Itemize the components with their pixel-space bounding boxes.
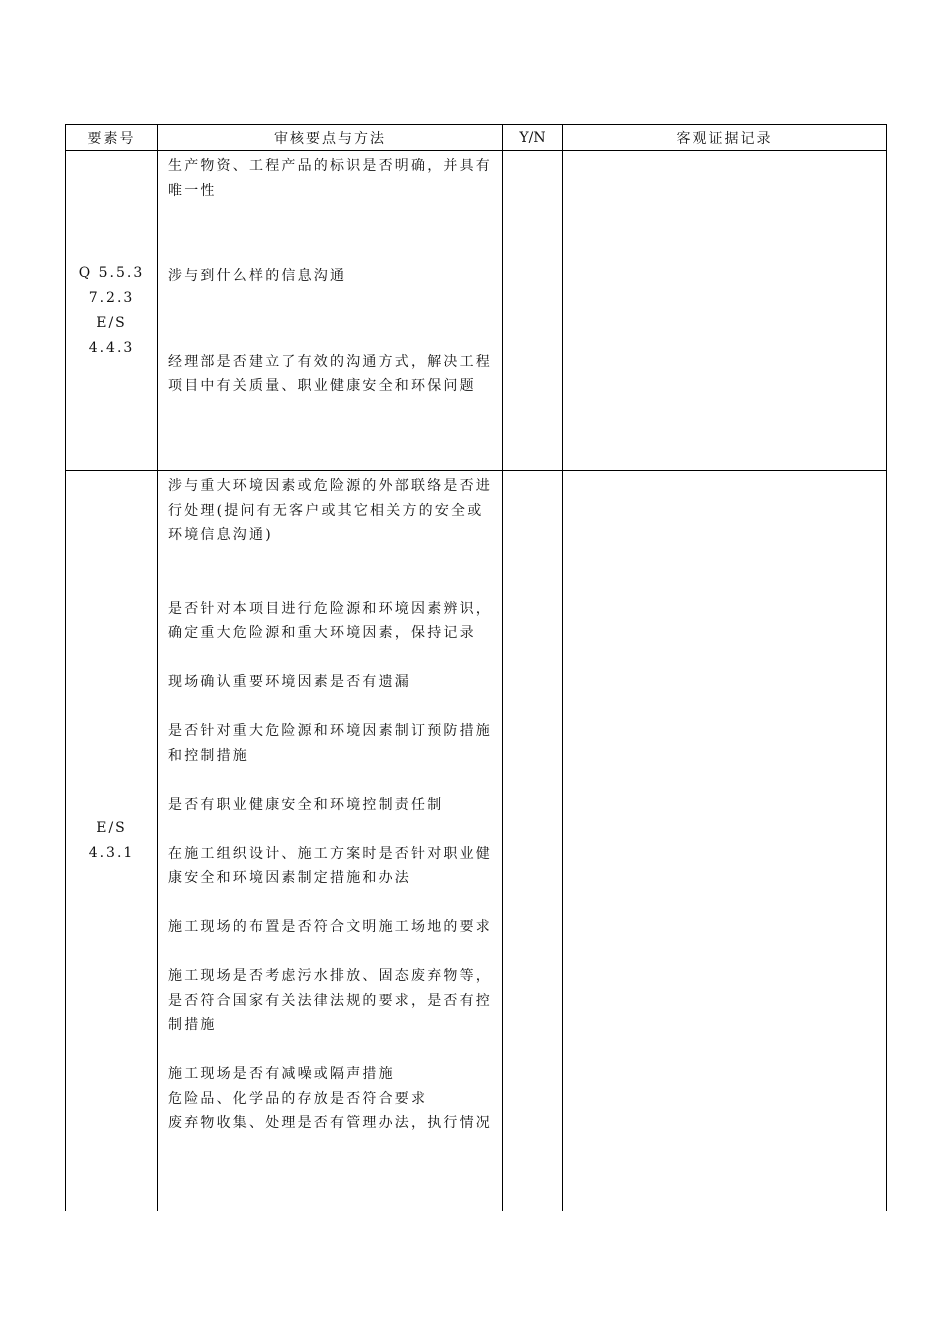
audit-point: 废弃物收集、处理是否有管理办法，执行情况 xyxy=(168,1115,492,1131)
audit-checklist-table xyxy=(65,124,887,1211)
element-code: E/S xyxy=(96,314,127,331)
element-code: E/S xyxy=(96,819,127,836)
audit-point: 是否针对本项目进行危险源和环境因素辨识，确定重大危险源和重大环境因素，保持记录 xyxy=(168,600,492,641)
audit-point: 涉与重大环境因素或危险源的外部联络是否进行处理(提问有无客户或其它相关方的安全或环境信息沟通) xyxy=(168,478,492,543)
header-element-no: 要素号 xyxy=(66,125,158,151)
audit-point: 生产物资、工程产品的标识是否明确，并具有唯一性 xyxy=(168,158,492,199)
evidence-cell[interactable] xyxy=(563,151,887,471)
audit-point: 现场确认重要环境因素是否有遗漏 xyxy=(168,674,411,690)
yn-cell[interactable] xyxy=(503,471,563,1211)
element-code: 4.4.3 xyxy=(88,339,135,356)
yn-cell[interactable] xyxy=(503,151,563,471)
audit-point: 施工现场是否有减噪或隔声措施 xyxy=(168,1066,395,1082)
audit-points-cell xyxy=(158,151,503,471)
element-code-cell xyxy=(66,471,158,1211)
evidence-cell[interactable] xyxy=(563,471,887,1211)
audit-point: 经理部是否建立了有效的沟通方式，解决工程项目中有关质量、职业健康安全和环保问题 xyxy=(168,353,492,394)
header-audit-points: 审核要点与方法 xyxy=(158,125,503,151)
element-code: 4.3.1 xyxy=(88,844,135,861)
audit-point: 是否针对重大危险源和环境因素制订预防措施和控制措施 xyxy=(168,723,492,764)
audit-point: 是否有职业健康安全和环境控制责任制 xyxy=(168,796,444,813)
element-code: Q 5.5.3 xyxy=(78,264,145,281)
audit-point: 施工现场是否考虑污水排放、固态废弃物等，是否符合国家有关法律法规的要求，是否有控制措施 xyxy=(168,968,492,1033)
header-yn: Y/N xyxy=(503,125,563,151)
element-code-cell xyxy=(66,151,158,471)
audit-point: 涉与到什么样的信息沟通 xyxy=(168,268,347,284)
audit-point: 在施工组织设计、施工方案时是否针对职业健康安全和环境因素制定措施和办法 xyxy=(168,845,492,886)
header-evidence: 客观证据记录 xyxy=(563,125,887,151)
audit-points-cell xyxy=(158,471,503,1211)
audit-point: 危险品、化学品的存放是否符合要求 xyxy=(168,1090,428,1107)
table-row xyxy=(66,471,887,1211)
table-row xyxy=(66,151,887,471)
header-row xyxy=(66,125,887,151)
element-code: 7.2.3 xyxy=(88,289,135,306)
audit-point: 施工现场的布置是否符合文明施工场地的要求 xyxy=(168,919,492,935)
